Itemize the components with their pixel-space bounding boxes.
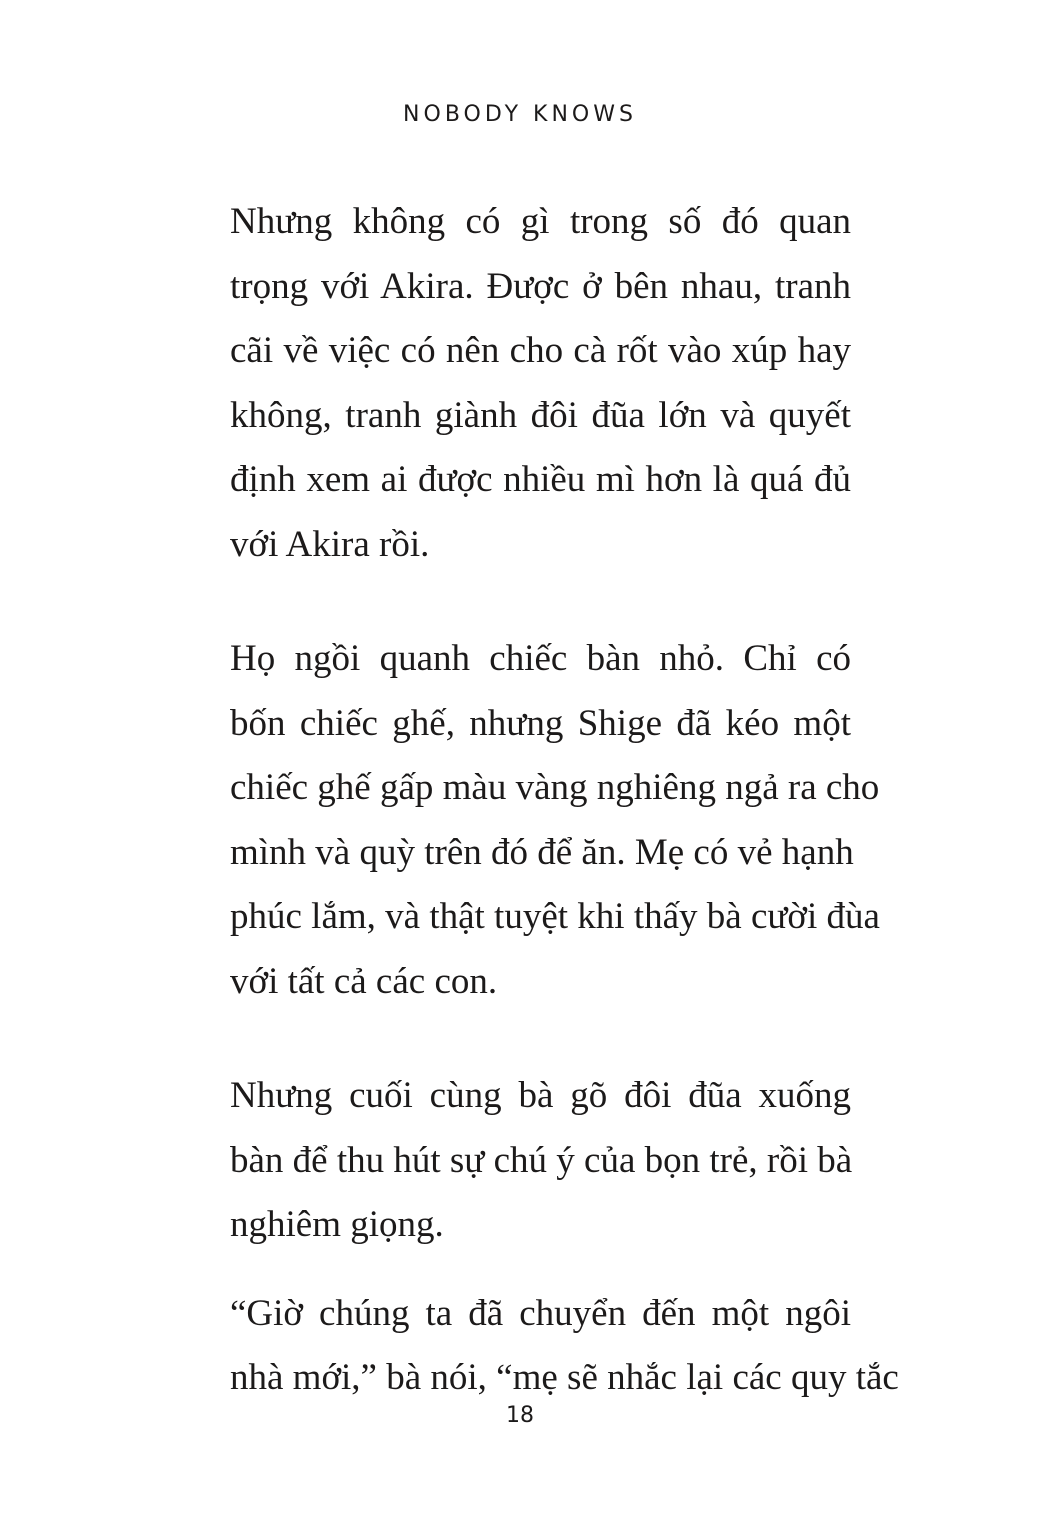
running-head: NOBODY KNOWS — [403, 102, 637, 127]
text-line: với Akira rồi. — [230, 523, 430, 565]
text-line: không, tranh giành đôi đũa lớn và quyết — [230, 394, 851, 436]
body-text — [174, 190, 899, 1411]
text-line: trọng với Akira. Được ở bên nhau, tranh — [230, 265, 851, 307]
paragraph-3 — [174, 1064, 851, 1258]
text-line: Nhưng không có gì trong số đó quan — [230, 201, 851, 242]
text-line: nghiêm giọng. — [230, 1204, 444, 1245]
text-line: chiếc ghế gấp màu vàng nghiêng ngả ra cho — [230, 767, 880, 808]
text-line: nhà mới,” bà nói, “mẹ sẽ nhắc lại các quy tắc — [230, 1357, 899, 1398]
text-line: “Giờ chúng ta đã chuyển đến một ngôi — [230, 1292, 851, 1334]
text-line: Nhưng cuối cùng bà gõ đôi đũa xuống — [230, 1075, 851, 1116]
text-line: mình và quỳ trên đó để ăn. Mẹ có vẻ hạnh — [230, 831, 854, 873]
text-line: Họ ngồi quanh chiếc bàn nhỏ. Chỉ có — [230, 638, 851, 679]
paragraph-4 — [174, 1282, 899, 1411]
paragraph-2 — [174, 627, 880, 1014]
text-line: phúc lắm, và thật tuyệt khi thấy bà cười đùa — [230, 896, 880, 937]
text-line: bốn chiếc ghế, nhưng Shige đã kéo một — [230, 702, 851, 744]
text-line: định xem ai được nhiều mì hơn là quá đủ — [230, 459, 851, 500]
page-number: 18 — [506, 1403, 534, 1428]
text-line: bàn để thu hút sự chú ý của bọn trẻ, rồi bà — [230, 1139, 853, 1181]
text-line: với tất cả các con. — [230, 960, 498, 1002]
paragraph-1 — [174, 190, 851, 577]
text-line: cãi về việc có nên cho cà rốt vào xúp hay — [230, 330, 851, 371]
